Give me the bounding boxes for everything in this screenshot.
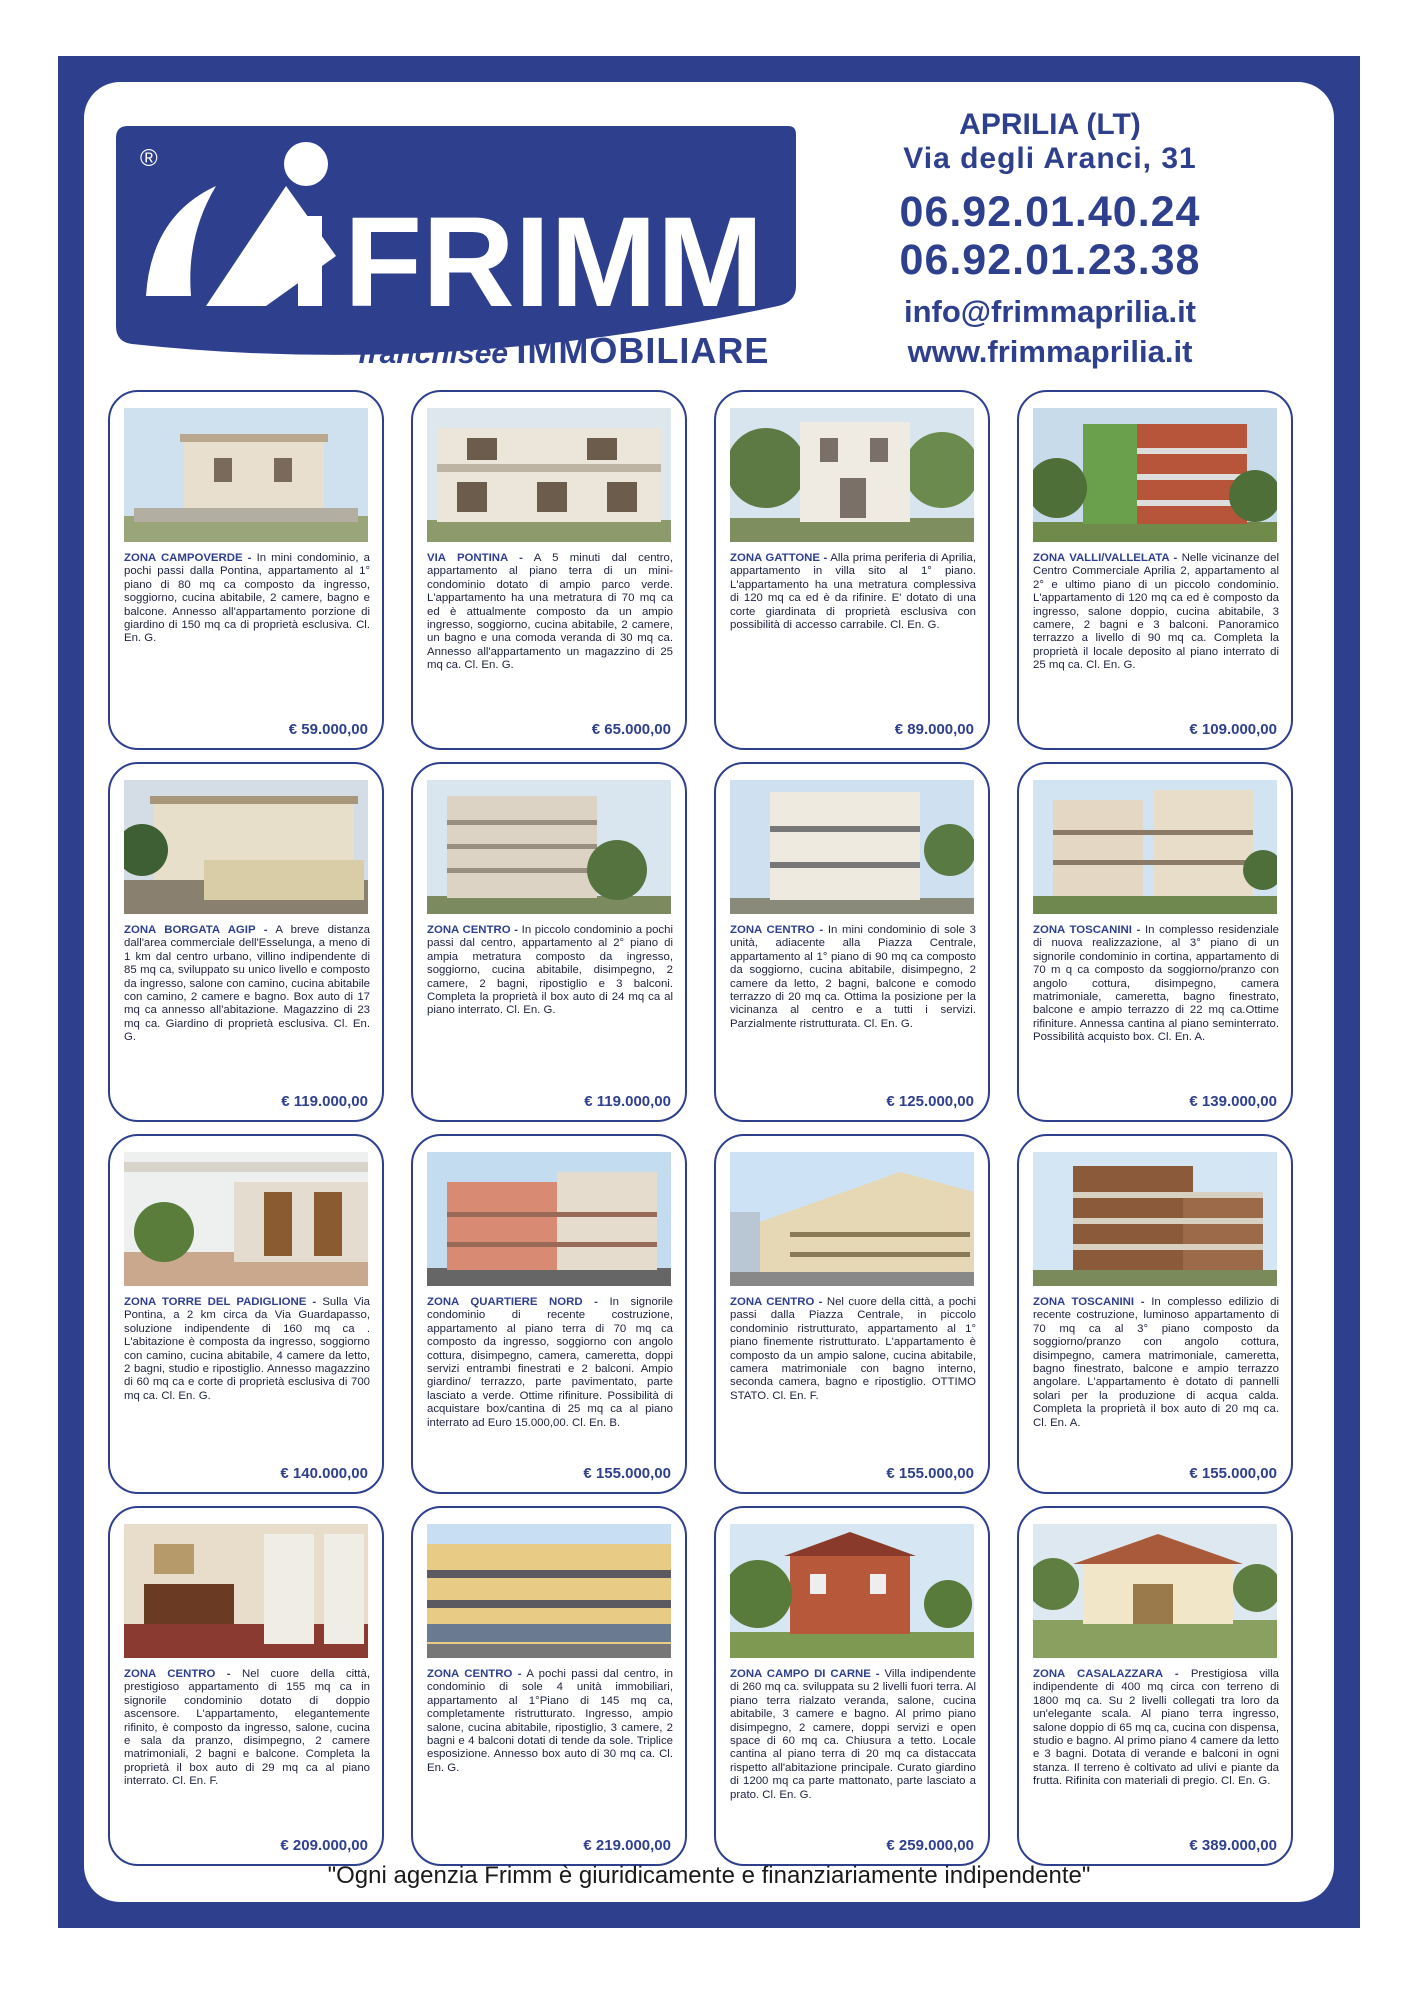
listing-zone: ZONA VALLI/VALLELATA - [1033, 552, 1178, 564]
house-photo [427, 780, 671, 914]
listing-card [1017, 1506, 1293, 1866]
listing-price: € 219.000,00 [583, 1837, 671, 1854]
house-photo [124, 1524, 368, 1658]
listing-zone: ZONA CENTRO - [730, 924, 824, 936]
listing-card [714, 1134, 990, 1494]
house-photo [124, 1152, 368, 1286]
house-photo [1033, 408, 1277, 542]
house-photo [124, 408, 368, 542]
listing-text: Nel cuore della città, prestigioso appartamento di 155 mq ca in signorile condominio dotato di doppio ascensore. L'appartamento, elegantemente rifinito, è composto da ingresso, salone, cucina e sala da pranzo, disimpegno, 2 camere matrimoniali, 2 bagni e balcone. Completa la proprietà il box auto di 29 mq ca al piano interrato. Cl. En. F. [124, 1668, 371, 1788]
agency-website[interactable]: www.frimmaprilia.it [907, 334, 1193, 369]
listing-zone: ZONA CENTRO - [730, 1296, 823, 1308]
listing-zone: ZONA CENTRO - [124, 1668, 231, 1680]
listing-card [411, 1134, 687, 1494]
house-photo [1033, 1524, 1277, 1658]
listing-card [1017, 762, 1293, 1122]
house-photo [730, 780, 974, 914]
agency-contact [830, 108, 1270, 370]
agency-address: Via degli Aranci, 31 [903, 142, 1197, 175]
listing-price: € 125.000,00 [886, 1093, 974, 1110]
listing-card [714, 1506, 990, 1866]
listing-price: € 259.000,00 [886, 1837, 974, 1854]
listing-zone: VIA PONTINA - [427, 552, 523, 564]
immobiliare-word: IMMOBILIARE [516, 330, 770, 371]
listing-price: € 109.000,00 [1189, 721, 1277, 738]
listing-text: In signorile condominio di recente costruzione, appartamento al piano terra di 70 mq ca composto da ingresso, soggiorno con angolo cottura, disimpegno, camera, cameretta, doppi servizi entrambi finestrati e 2 balconi. Ampio giardino/ terrazzo, parte pavimentato, parte lasciato a verde. Ottime rifiniture. Possibilità di acquistare box/cantina di 25 mq ca al piano interrato ad Euro 15.000,00. Cl. En. B. [427, 1296, 673, 1429]
listing-zone: ZONA CENTRO - [427, 1668, 522, 1680]
listing-card [411, 762, 687, 1122]
listing-zone: ZONA TORRE DEL PADIGLIONE - [124, 1296, 317, 1308]
listing-card [411, 390, 687, 750]
listing-price: € 140.000,00 [280, 1465, 368, 1482]
listing-zone: ZONA CENTRO - [427, 924, 519, 936]
brand-name: FRIMM [344, 191, 764, 334]
listing-price: € 155.000,00 [583, 1465, 671, 1482]
listing-description [124, 552, 370, 646]
listing-description [730, 552, 976, 632]
listing-price: € 59.000,00 [288, 721, 368, 738]
house-photo [1033, 1152, 1277, 1286]
listing-description [124, 1668, 370, 1789]
listing-text: In complesso edilizio di recente costruzione, luminoso appartamento di 70 mq ca al 3° piano composto da soggiorno/pranzo con angolo cottura, disimpegno, camera matrimoniale, cameretta, bagno finestrato, balcone e ampio terrazzo angolare. L'appartamento è dotato di pannelli solari per la produzione di acqua calda. Completa la proprietà il box auto di 20 mq ca. Cl. En. A. [1033, 1296, 1279, 1429]
listing-text: In complesso residenziale di nuova realizzazione, al 3° piano di un signorile condominio in cortina, appartamento di 70 m q ca composto da soggiorno/pranzo con angolo cottura, disimpegno, camera matrimoniale, cameretta, bagno finestrato, balcone e ampio terrazzo di 22 mq ca.Ottime rifiniture. Annessa cantina al piano seminterrato. Possibilità acquisto box. Cl. En. A. [1033, 924, 1279, 1044]
listing-zone: ZONA BORGATA AGIP - [124, 924, 268, 936]
listing-description [730, 1668, 976, 1802]
listing-price: € 155.000,00 [1189, 1465, 1277, 1482]
listing-zone: ZONA TOSCANINI - [1033, 1296, 1145, 1308]
listing-text: Sulla Via Pontina, a 2 km circa da Via Guardapasso, soluzione indipendente di 160 mq ca . L'abitazione è composta da ingresso, soggiorno con camino, cucina abitabile, 4 camere da letto, 2 bagni, studio e ripostiglio. Annesso magazzino di 60 mq ca e corte di proprietà esclusiva di 700 mq ca. Cl. En. G. [124, 1296, 370, 1402]
listing-price: € 139.000,00 [1189, 1093, 1277, 1110]
franchisee-label [358, 330, 769, 372]
listing-card [108, 1134, 384, 1494]
agency-email[interactable]: info@frimmaprilia.it [903, 294, 1197, 329]
house-photo [730, 1152, 974, 1286]
listing-text: Alla prima periferia di Aprilia, appartamento in villa sito al 1° piano. L'appartamento ha una metratura complessiva di 120 mq ca ed è da rifinire. E' dotato di una corte giardinata di proprietà esclusiva con possibilità di accesso carrabile. Cl. En. G. [730, 552, 977, 632]
listing-card [108, 390, 384, 750]
listing-card [108, 1506, 384, 1866]
listing-card [714, 762, 990, 1122]
listing-zone: ZONA TOSCANINI - [1033, 924, 1141, 936]
house-photo [730, 408, 974, 542]
listing-text: Nelle vicinanze del Centro Commerciale Aprilia 2, appartamento al 2° e ultimo piano di un piccolo condominio. L'appartamento di 120 mq ca ed è composto da ingresso, salone doppio, cucina abitabile, 3 camere, 2 bagni e 3 balconi. Panoramico terrazzo a livello di 90 mq ca. Completa la proprietà il locale deposito al piano interrato di 25 mq ca. Cl. En. G. [1033, 552, 1280, 672]
listing-zone: ZONA CASALAZZARA - [1033, 1668, 1179, 1680]
listing-description [730, 924, 976, 1031]
listing-description [427, 924, 673, 1018]
listing-description [1033, 924, 1279, 1045]
footer-disclaimer: "Ogni agenzia Frimm è giuridicamente e finanziariamente indipendente" [327, 1862, 1091, 1889]
house-photo [427, 1524, 671, 1658]
listing-card [411, 1506, 687, 1866]
listing-text: In piccolo condominio a pochi passi dal centro, appartamento al 2° piano di ampia metratura composto da ingresso, soggiorno, cucina abitabile, disimpegno, 2 camere, 2 bagni, ripostiglio e 3 balconi. Completa la proprietà il box auto di 24 mq ca al piano interrato. Cl. En. G. [427, 924, 673, 1017]
listing-description [124, 1296, 370, 1403]
listing-price: € 65.000,00 [591, 721, 671, 738]
listing-description [1033, 1296, 1279, 1430]
listing-text: A pochi passi dal centro, in condominio di sole 4 unità immobiliari, appartamento al 1°Piano di 145 mq ca, completamente ristrutturato. Ingresso, ampio salone, cucina abitabile, ripostiglio, 3 camere, 2 bagni e 4 balconi dotati di tende da sole. Triplice esposizione. Annesso box auto di 30 mq ca. Cl. En. G. [427, 1668, 673, 1774]
house-photo [124, 780, 368, 914]
listing-description [1033, 1668, 1279, 1789]
agency-city: APRILIA (LT) [959, 108, 1141, 141]
listing-description [427, 552, 673, 673]
house-photo [730, 1524, 974, 1658]
listing-card [108, 762, 384, 1122]
house-photo [1033, 780, 1277, 914]
listing-card [714, 390, 990, 750]
listing-zone: ZONA CAMPOVERDE - [124, 552, 252, 564]
listing-description [730, 1296, 976, 1403]
listing-text: A breve distanza dall'area commerciale dell'Esselunga, a meno di 1 km dal centro urbano, villino indipendente di 85 mq ca, sviluppato su unico livello e composto da ingresso, salone con camino, cucina abitabile con camino, 2 camere e bagno. Box auto di 17 mq ca annesso all'abitazione. Magazzino di 23 mq ca. Giardino di proprietà esclusiva. Cl. En. G. [124, 924, 370, 1044]
listing-price: € 155.000,00 [886, 1465, 974, 1482]
listing-description [427, 1668, 673, 1775]
agency-phone-1: 06.92.01.40.24 [899, 188, 1201, 236]
listing-price: € 89.000,00 [894, 721, 974, 738]
listing-description [427, 1296, 673, 1430]
listing-price: € 119.000,00 [584, 1093, 671, 1110]
listing-zone: ZONA GATTONE - [730, 552, 828, 564]
listing-description [1033, 552, 1279, 673]
registered-mark: ® [140, 145, 158, 172]
listing-text: Nel cuore della città, a pochi passi dalla Piazza Centrale, in piccolo condominio ristrutturato, appartamento al 1° piano finemente ristrutturato. L'appartamento è composto da un ampio salone, cucina abitabile, camera matrimoniale con bagno interno, seconda camera, bagno e ripostiglio. OTTIMO STATO. Cl. En. F. [730, 1296, 976, 1402]
listing-price: € 209.000,00 [280, 1837, 368, 1854]
listing-text: In mini condominio di sole 3 unità, adiacente alla Piazza Centrale, appartamento al 1° piano di 90 mq ca composto da soggiorno, cucina abitabile, disimpegno, 2 camere da letto, 2 bagni, balcone e comodo terrazzo di 20 mq ca. Ottima la posizione per la vicinanza al centro e a tutti i servizi. Parzialmente ristrutturata. Cl. En. G. [730, 924, 977, 1030]
listing-description [124, 924, 370, 1045]
house-photo [427, 408, 671, 542]
listing-text: Prestigiosa villa indipendente di 400 mq circa con terreno di 1800 mq ca. Su 2 livelli collegati tra loro da un'elegante scala. Al piano terra ingresso, salone doppio di 65 mq ca, cucina con dispensa, studio e bagno. Al primo piano 4 camere da letto e 3 bagni. Dotata di verande e balconi in ogni stanza. Il terreno è coltivato ad ulivi e piante da frutta. Rifinita con materiali di pregio. Cl. En. G. [1033, 1668, 1279, 1788]
listing-card [1017, 390, 1293, 750]
agency-phone-2: 06.92.01.23.38 [899, 236, 1201, 284]
listing-text: In mini condominio, a pochi passi dalla Pontina, appartamento al 1° piano di 80 mq ca composto da ingresso, soggiorno, cucina abitabile, 2 camere, bagno e balcone. Annesso all'appartamento porzione di giardino di 150 mq ca di proprietà esclusiva. Cl. En. G. [124, 552, 370, 645]
listing-text: A 5 minuti dal centro, appartamento al piano terra di un mini-condominio dotato di ampio parco verde. L'appartamento ha una metratura di 70 mq ca ed è attualmente composto da un ampio ingresso, soggiorno, cucina abitabile, 2 camere, un bagno e una comoda veranda di 30 mq ca. Annesso all'appartamento un magazzino di 25 mq ca. Cl. En. G. [427, 552, 673, 672]
listing-text: Villa indipendente di 260 mq ca. sviluppata su 2 livelli fuori terra. Al piano terra rialzato veranda, salone, cucina abitabile, 3 camere e bagno. Al primo piano disimpegno, 2 camere, doppi servizi e open space di 60 mq ca. Chiusura a tetto. Locale cantina al piano terra di 20 mq ca distaccata rispetto all'abitazione principale. Curato giardino di 1200 mq ca parte mattonato, parte lasciato a prato. Cl. En. G. [730, 1668, 976, 1801]
franchisee-word: franchisee [358, 337, 509, 370]
listing-price: € 119.000,00 [281, 1093, 368, 1110]
listing-zone: ZONA QUARTIERE NORD - [427, 1296, 598, 1308]
listing-zone: ZONA CAMPO DI CARNE - [730, 1668, 880, 1680]
listing-card [1017, 1134, 1293, 1494]
listing-price: € 389.000,00 [1189, 1837, 1277, 1854]
house-photo [427, 1152, 671, 1286]
